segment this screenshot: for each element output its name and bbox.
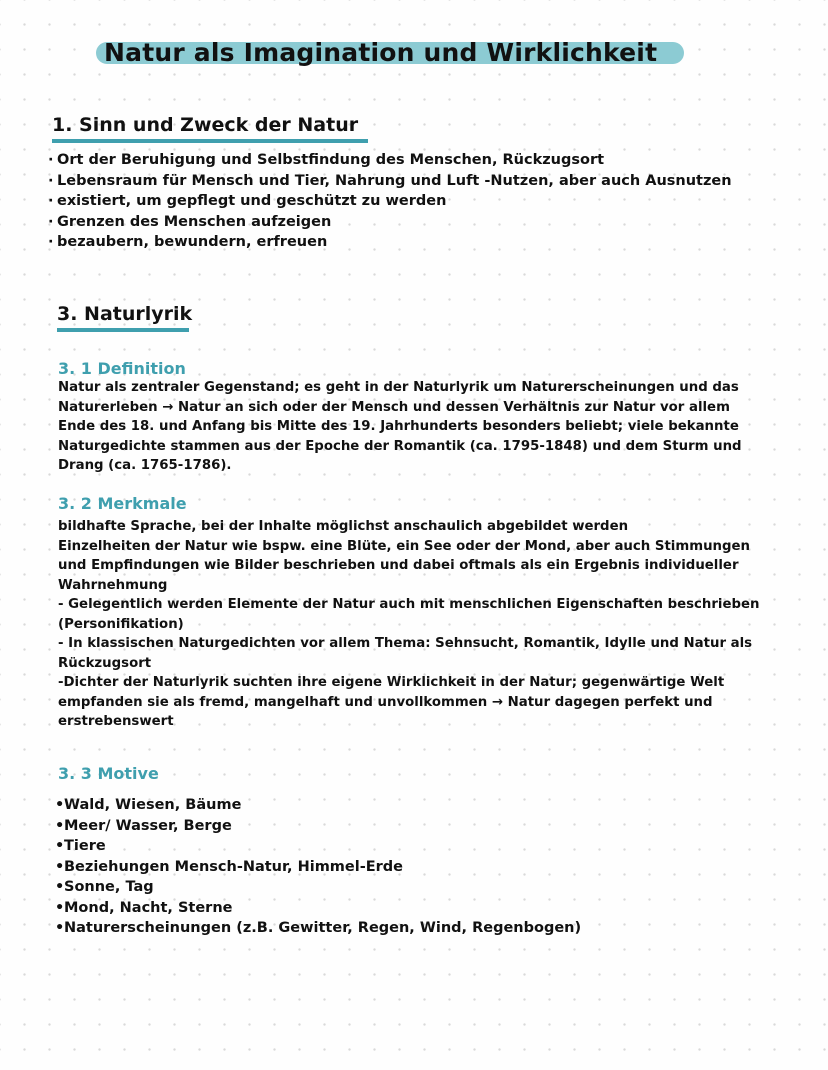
list-item: • Sonne, Tag xyxy=(55,877,581,898)
list-item: · Ort der Beruhigung und Selbstfindung des Menschen, Rückzugsort xyxy=(48,150,732,171)
list-item: • Mond, Nacht, Sterne xyxy=(55,898,581,919)
title-block xyxy=(96,36,684,70)
merkmale-line: - Gelegentlich werden Elemente der Natur auch mit menschlichen Eigenschaften beschrieben (Personifikation) xyxy=(58,597,760,632)
merkmale-line: Einzelheiten der Natur wie bspw. eine Blüte, ein See oder der Mond, aber auch Stimmungen und Empfindungen wie Bilder beschrieben und dabei oftmals als ein Ergebnis individueller Wahrnehmung xyxy=(58,538,751,593)
list-item: · existiert, um gepflegt und geschützt zu werden xyxy=(48,191,732,212)
list-item: • Tiere xyxy=(55,836,581,857)
list-item: • Naturerscheinungen (z.B. Gewitter, Regen, Wind, Regenbogen) xyxy=(55,918,581,939)
list-item: · bezaubern, bewundern, erfreuen xyxy=(48,232,732,253)
definition-text: Natur als zentraler Gegenstand; es geht in der Naturlyrik um Naturerscheinungen und das Naturerleben → Natur an sich oder der Mensch und dessen Verhältnis zur Natur vor allem Ende des 18. und Anfang bis Mitte des 19. Jahrhunderts besonders beliebt; viele bekannte Naturgedichte stammen aus der Epoche der Romantik (ca. 1795-1848) und dem Sturm und Drang (ca. 1765-1786). xyxy=(58,380,742,473)
page-title: Natur als Imagination und Wirklichkeit xyxy=(104,38,658,67)
section-1-heading: 1. Sinn und Zweck der Natur xyxy=(52,114,368,143)
merkmale-text xyxy=(58,517,763,732)
motive-list xyxy=(55,795,581,939)
list-item: • Wald, Wiesen, Bäume xyxy=(55,795,581,816)
definition-heading: 3. 1 Definition xyxy=(58,359,186,378)
merkmale-line: bildhafte Sprache, bei der Inhalte möglichst anschaulich abgebildet werden xyxy=(58,519,629,534)
section-1-list xyxy=(48,150,732,253)
merkmale-line: -Dichter der Naturlyrik suchten ihre eigene Wirklichkeit in der Natur; gegenwärtige Welt empfanden sie als fremd, mangelhaft und unvollkommen → Natur dagegen perfekt und erstrebenswert xyxy=(58,675,725,729)
merkmale-line: - In klassischen Naturgedichten vor allem Thema: Sehnsucht, Romantik, Idylle und Natur als Rückzugsort xyxy=(58,636,753,671)
motive-heading: 3. 3 Motive xyxy=(58,764,159,783)
list-item: • Meer/ Wasser, Berge xyxy=(55,816,581,837)
section-3-heading: 3. Naturlyrik xyxy=(57,303,189,332)
merkmale-heading: 3. 2 Merkmale xyxy=(58,494,187,513)
list-item: · Grenzen des Menschen aufzeigen xyxy=(48,212,732,233)
list-item: · Lebensraum für Mensch und Tier, Nahrung und Luft -Nutzen, aber auch Ausnutzen xyxy=(48,171,732,192)
list-item: • Beziehungen Mensch-Natur, Himmel-Erde xyxy=(55,857,581,878)
